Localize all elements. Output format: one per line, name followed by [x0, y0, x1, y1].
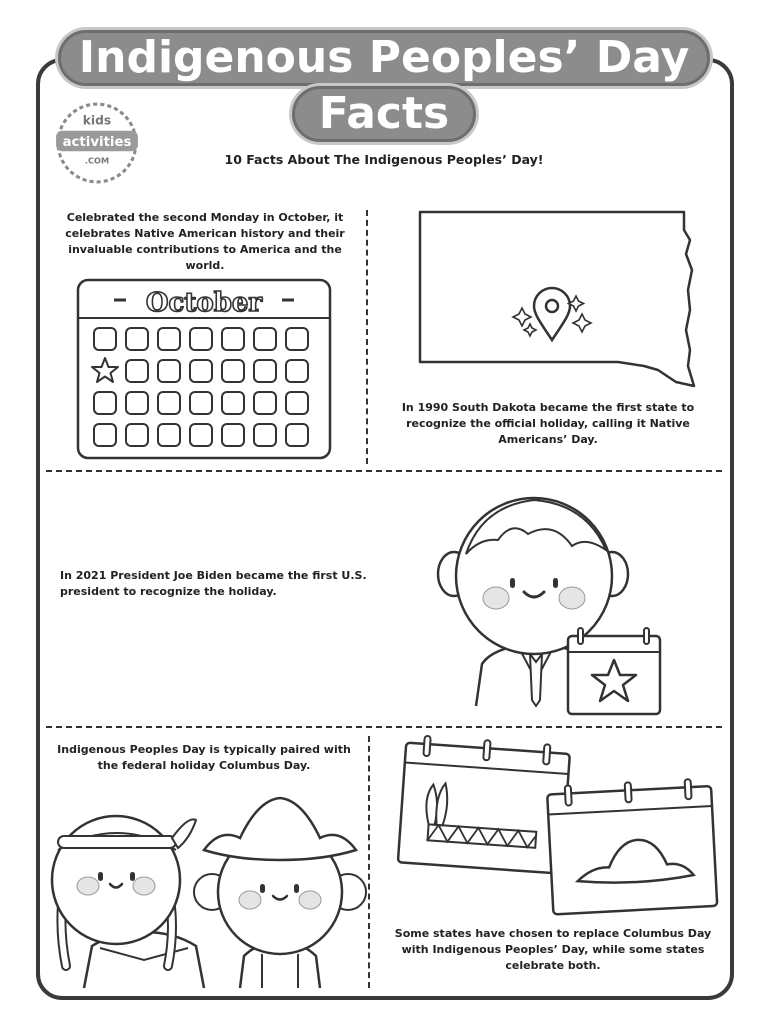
kids-activities-logo: [54, 100, 140, 186]
calendar-month-label: October: [145, 288, 263, 318]
south-dakota-map: [418, 210, 694, 392]
divider-middle-bottom: [46, 726, 722, 728]
logo-text-kids: kids: [82, 113, 112, 128]
logo-text-activities: activities: [62, 135, 132, 151]
divider-top-vertical: [366, 210, 368, 464]
feather-icon: [172, 819, 196, 848]
fact-south-dakota: In 1990 South Dakota became the first state to recognize the official holiday, calling it Native Americans’ Day.: [401, 401, 695, 446]
divider-middle-top: [46, 470, 722, 472]
fact-biden: In 2021 President Joe Biden became the first U.S. president to recognize the holiday.: [60, 569, 367, 598]
subtitle: 10 Facts About The Indigenous Peoples’ Day!: [224, 152, 544, 167]
october-calendar: [76, 278, 332, 460]
president-illustration: [436, 494, 662, 718]
title-line-1: Indigenous Peoples’ Day: [58, 30, 711, 86]
divider-bottom-vertical: [368, 736, 370, 988]
fact-october: Celebrated the second Monday in October, it celebrates Native American history and their invaluable contributions to America and the world.: [65, 211, 345, 272]
title-line-2: Facts: [292, 86, 476, 142]
pilgrim-hat-icon: [204, 798, 356, 860]
fact-replace: Some states have chosen to replace Columbus Day with Indigenous Peoples’ Day, while some states celebrate both.: [394, 927, 712, 972]
logo-text-com: .COM: [84, 155, 110, 166]
children-illustration: [44, 796, 360, 988]
fact-columbus-pair: Indigenous Peoples Day is typically paired with the federal holiday Columbus Day.: [57, 743, 351, 772]
two-calendars-illustration: [396, 736, 720, 924]
